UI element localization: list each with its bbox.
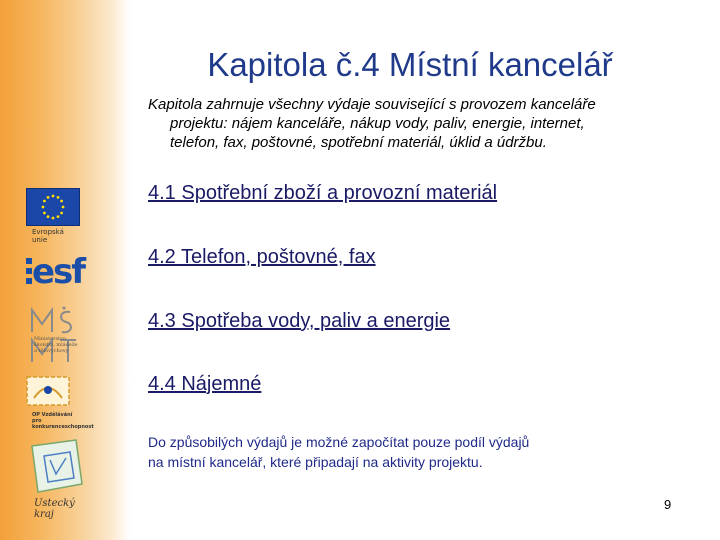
slide-title: Kapitola č.4 Místní kancelář bbox=[207, 46, 613, 83]
intro-line: telefon, fax, poštovné, spotřební materiál, úklid a údržbu. bbox=[170, 134, 547, 151]
esf-logo: esf bbox=[26, 252, 88, 294]
msmt-logo-text: Ministerstvo školství, mládeže a tělovýchovy bbox=[34, 336, 78, 354]
op-logo-text: OP Vzdělávání pro konkurenceschopnost bbox=[32, 412, 94, 430]
intro-paragraph bbox=[148, 95, 678, 152]
op-logo bbox=[26, 376, 70, 406]
section-link-4-2[interactable]: 4.2 Telefon, poštovné, fax bbox=[148, 246, 376, 268]
note-line: na místní kancelář, které připadají na aktivity projektu. bbox=[148, 454, 483, 470]
ustecky-kraj-text: Ustecký kraj bbox=[34, 498, 75, 520]
page-number: 9 bbox=[664, 497, 672, 512]
note-line: Do způsobilých výdajů je možné započítat pouze podíl výdajů bbox=[148, 434, 530, 450]
intro-line: projektu: nájem kanceláře, nákup vody, paliv, energie, internet, bbox=[170, 115, 585, 132]
ustecky-kraj-logo bbox=[26, 438, 88, 498]
msmt-logo bbox=[26, 304, 88, 366]
section-link-4-1[interactable]: 4.1 Spotřební zboží a provozní materiál bbox=[148, 182, 498, 204]
section-link-4-3[interactable]: 4.3 Spotřeba vody, paliv a energie bbox=[148, 310, 451, 332]
section-link-4-4[interactable]: 4.4 Nájemné bbox=[148, 373, 262, 395]
intro-line: Kapitola zahrnuje všechny výdaje související s provozem kanceláře bbox=[148, 96, 596, 113]
eu-flag-logo bbox=[26, 188, 80, 226]
eu-logo-text: Evropská unie bbox=[32, 228, 64, 244]
eligibility-note bbox=[148, 432, 668, 472]
